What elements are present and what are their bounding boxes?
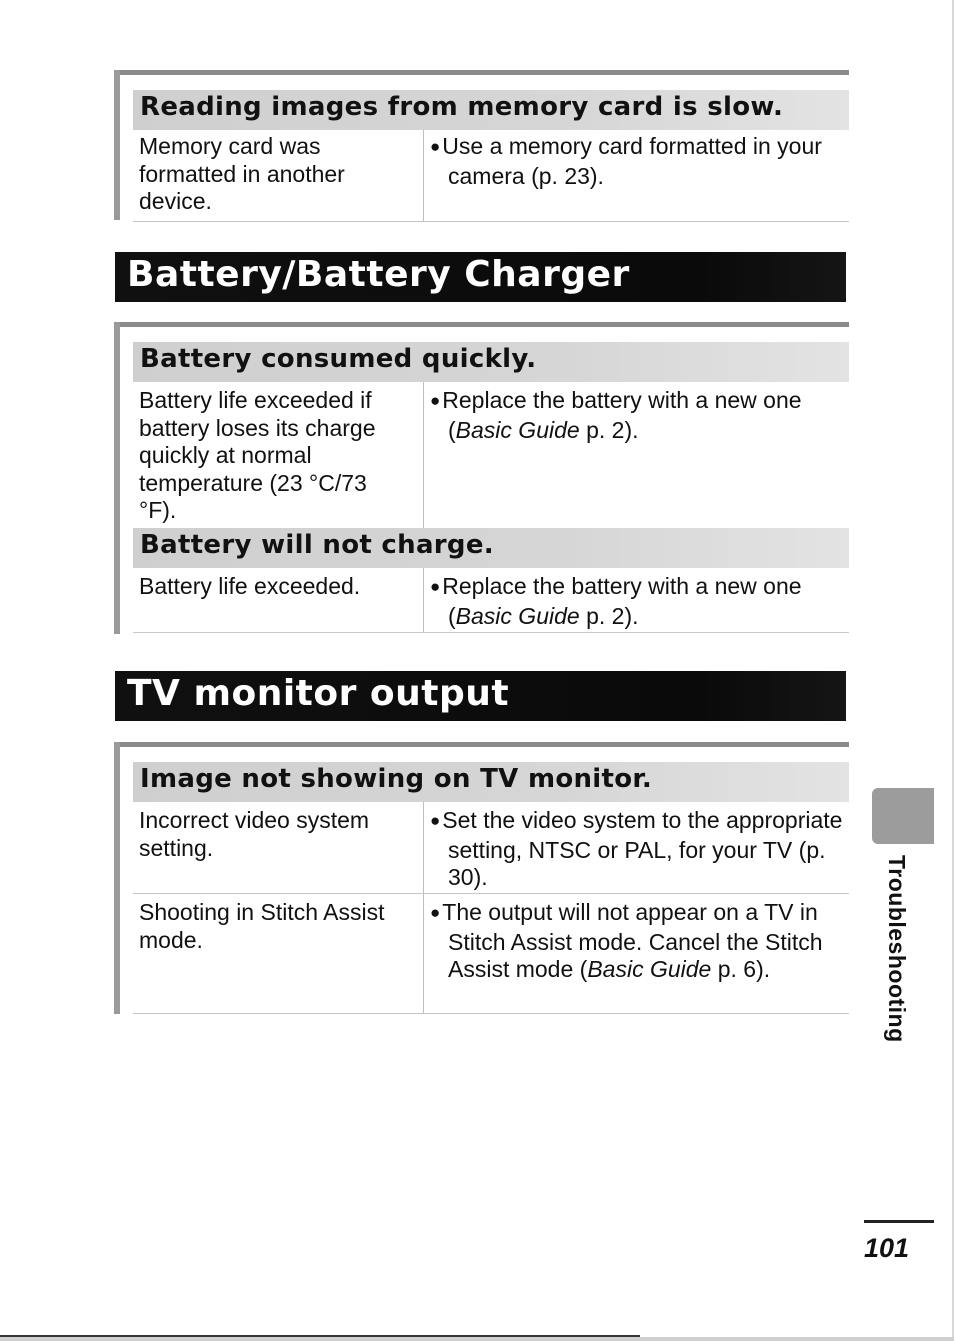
section-title: Battery/Battery Charger [127,254,630,295]
guide-reference: Basic Guide [455,416,580,443]
battery-block [114,322,849,634]
bullet-icon: ● [430,137,441,156]
issue-heading-text: Battery will not charge. [140,530,494,560]
issue-heading-text: Battery consumed quickly. [140,344,537,374]
section-title-bar [115,252,846,302]
issue-heading [133,342,849,382]
memory-card-block [114,70,849,222]
row-divider [133,1013,849,1014]
bullet-icon: ● [430,391,441,410]
section-title-bar [115,671,846,721]
chapter-label: Troubleshooting [884,855,910,1043]
guide-reference: Basic Guide [587,956,712,982]
issue-heading [133,528,849,568]
remedy-text [430,133,858,190]
page-number: 101 [864,1233,910,1263]
column-divider [423,568,424,632]
issue-heading-text: Image not showing on TV monitor. [140,764,653,794]
block-top-rule [114,70,849,75]
cause-text: Shooting in Stitch Assist mode. [139,899,385,953]
row-divider [133,632,849,633]
row-divider [133,221,849,222]
block-top-rule [114,322,849,327]
remedy-text [430,807,858,892]
bullet-icon: ● [430,811,441,830]
page-number-rule [864,1220,934,1223]
remedy-text [430,387,858,444]
bullet-icon: ● [430,903,441,922]
cause-text: Incorrect video system setting. [139,807,370,861]
column-divider [423,802,424,1014]
page-bottom-edge [0,1337,954,1341]
column-divider [423,382,424,528]
chapter-tab [872,788,934,844]
bullet-icon: ● [430,577,441,596]
remedy-text [430,573,858,630]
issue-heading [133,762,849,802]
block-left-rule [114,742,120,1014]
remedy-text [430,899,838,984]
tv-block [114,742,849,1014]
cause-text: Battery life exceeded. [139,573,361,599]
remedy-tail: p. 2). [579,602,639,629]
remedy-content: Replace the battery with a new one ( [442,573,802,629]
issue-heading-text: Reading images from memory card is slow. [140,92,784,122]
remedy-content: Use a memory card formatted in your camera (p. 23). [442,133,822,189]
issue-heading [133,90,849,130]
remedy-content: The output will not appear on a TV in Stitch Assist mode. Cancel the Stitch Assist mode ( [442,899,823,982]
remedy-tail: p. 2). [579,416,639,443]
block-top-rule [114,742,849,747]
cause-text: Battery life exceeded if battery loses its charge quickly at normal temperature (23 °C/73 °F). [139,387,376,523]
guide-reference: Basic Guide [455,602,580,629]
remedy-tail: p. 6). [711,956,771,982]
remedy-content: Set the video system to the appropriate setting, NTSC or PAL, for your TV (p. 30). [442,807,843,890]
column-divider [423,130,424,222]
cause-text: Memory card was formatted in another device. [139,133,345,214]
section-title: TV monitor output [127,673,510,714]
row-divider [133,893,849,894]
remedy-content: Replace the battery with a new one ( [442,387,802,443]
block-left-rule [114,322,120,634]
block-left-rule [114,70,120,220]
